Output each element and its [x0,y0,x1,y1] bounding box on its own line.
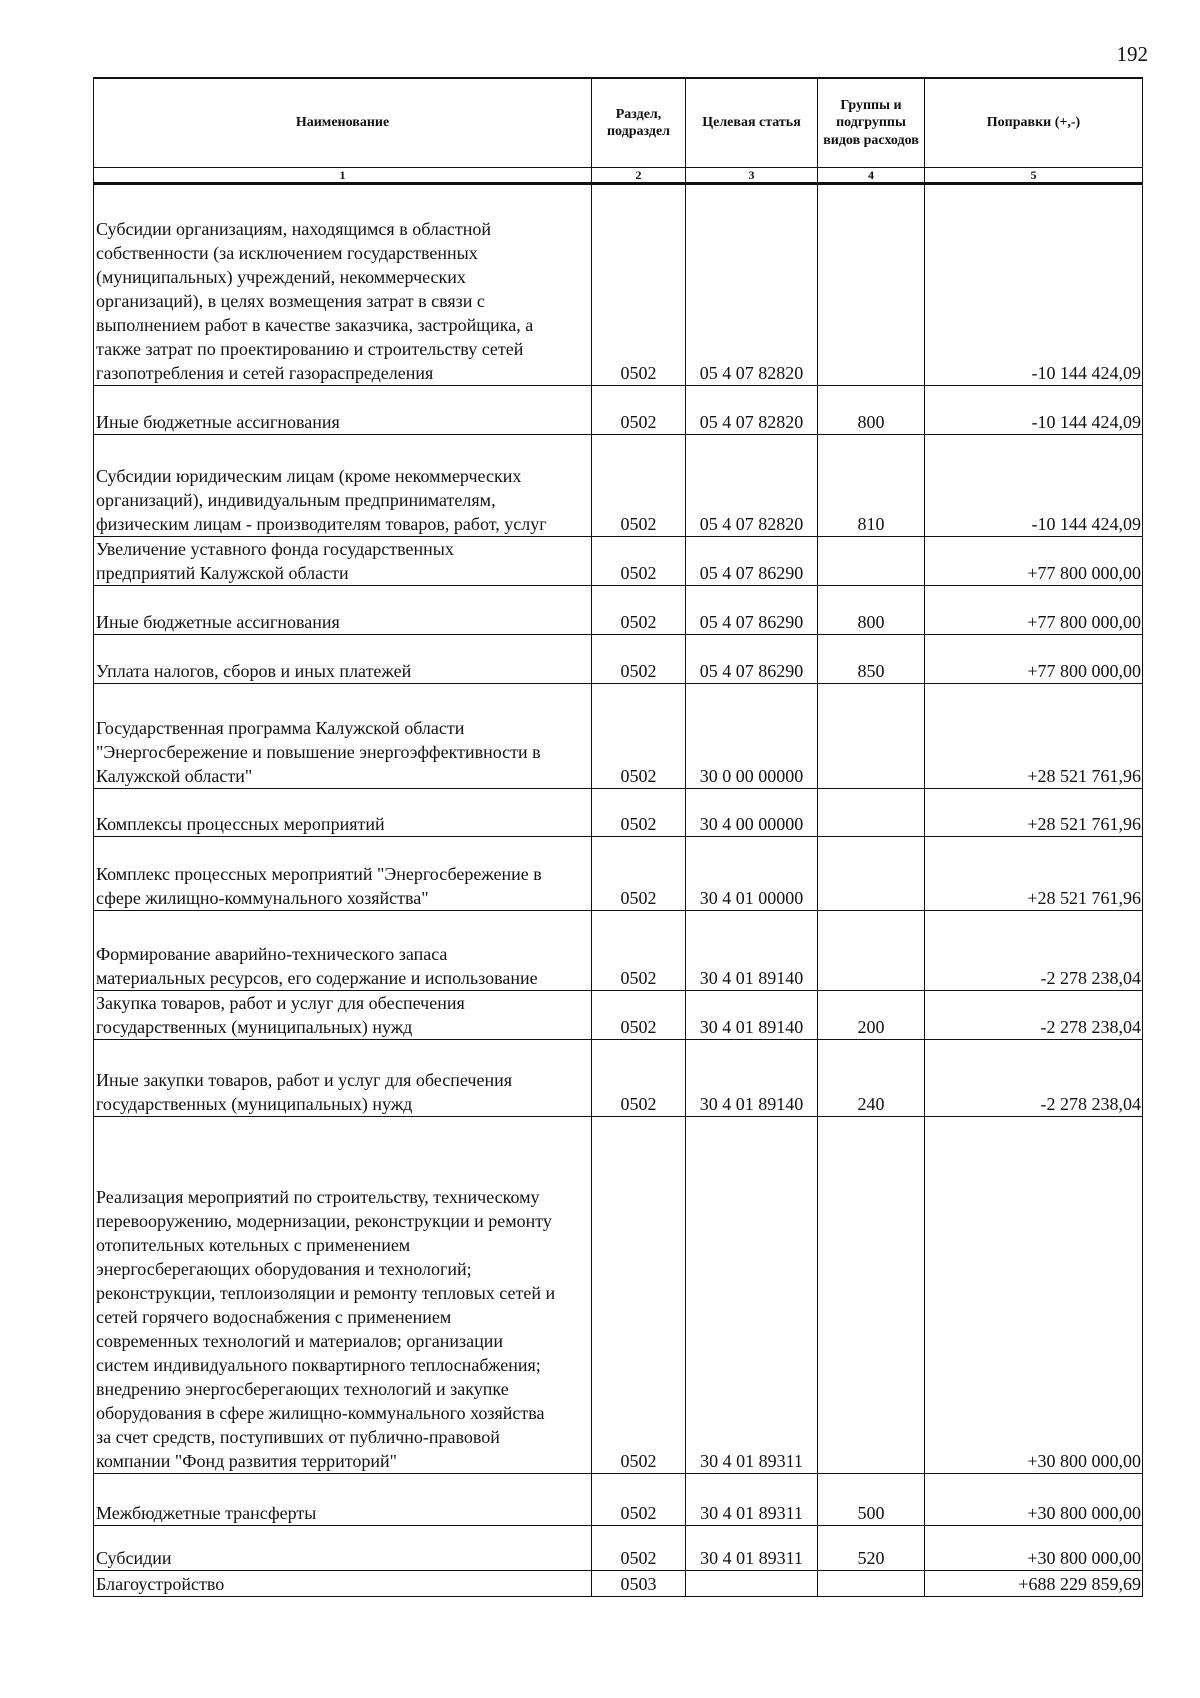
row-amendment-cell: +688 229 859,69 [925,1571,1143,1597]
column-number: 1 [94,168,592,184]
row-amendment-cell: -10 144 424,09 [925,184,1143,386]
table-row [94,1117,1143,1474]
row-expense-group-cell [818,537,925,586]
row-target-article-cell: 05 4 07 86290 [686,537,818,586]
table-row [94,435,1143,537]
row-expense-group-cell [818,684,925,789]
row-target-article-cell: 30 4 01 89140 [686,991,818,1040]
table-row [94,1526,1143,1571]
row-expense-group-cell [818,1117,925,1474]
column-number: 2 [592,168,686,184]
row-target-article-cell: 30 4 01 89311 [686,1117,818,1474]
row-amendment-cell: +28 521 761,96 [925,837,1143,911]
table-row [94,386,1143,435]
row-section-cell: 0502 [592,635,686,684]
row-expense-group-cell [818,911,925,991]
row-target-article-cell [686,1571,818,1597]
row-name-cell: Субсидии [94,1526,592,1571]
row-name-cell: Уплата налогов, сборов и иных платежей [94,635,592,684]
table-row [94,635,1143,684]
row-section-cell: 0502 [592,435,686,537]
row-target-article-cell: 05 4 07 86290 [686,586,818,635]
header-section: Раздел, подраздел [592,78,686,168]
row-name-cell: Субсидии юридическим лицам (кроме некоммерческих организаций), индивидуальным предпринимателям, физическим лицам - производителям товаров, работ, услуг [94,435,592,537]
row-amendment-cell: +28 521 761,96 [925,789,1143,837]
row-name-cell: Межбюджетные трансферты [94,1474,592,1526]
row-amendment-cell: +77 800 000,00 [925,586,1143,635]
row-name-cell: Благоустройство [94,1571,592,1597]
header-name: Наименование [94,78,592,168]
row-target-article-cell: 05 4 07 86290 [686,635,818,684]
row-name-cell: Иные бюджетные ассигнования [94,386,592,435]
row-amendment-cell: -2 278 238,04 [925,911,1143,991]
row-amendment-cell: -10 144 424,09 [925,386,1143,435]
row-expense-group-cell: 800 [818,386,925,435]
row-name-cell: Увеличение уставного фонда государственных предприятий Калужской области [94,537,592,586]
row-target-article-cell: 05 4 07 82820 [686,184,818,386]
column-number: 3 [686,168,818,184]
column-number: 5 [925,168,1143,184]
row-section-cell: 0502 [592,586,686,635]
row-amendment-cell: -10 144 424,09 [925,435,1143,537]
row-section-cell: 0502 [592,789,686,837]
budget-amendments-table [93,77,1143,1597]
row-amendment-cell: +77 800 000,00 [925,635,1143,684]
row-target-article-cell: 30 4 01 89140 [686,1040,818,1117]
row-section-cell: 0502 [592,537,686,586]
column-number: 4 [818,168,925,184]
row-amendment-cell: +30 800 000,00 [925,1117,1143,1474]
row-section-cell: 0502 [592,684,686,789]
row-expense-group-cell: 500 [818,1474,925,1526]
row-expense-group-cell [818,184,925,386]
table-row [94,991,1143,1040]
row-amendment-cell: +30 800 000,00 [925,1526,1143,1571]
row-name-cell: Закупка товаров, работ и услуг для обеспечения государственных (муниципальных) нужд [94,991,592,1040]
row-target-article-cell: 30 0 00 00000 [686,684,818,789]
row-target-article-cell: 05 4 07 82820 [686,386,818,435]
row-name-cell: Комплексы процессных мероприятий [94,789,592,837]
row-name-cell: Субсидии организациям, находящимся в областной собственности (за исключением государственных (муниципальных) учреждений, некоммерческих организаций), в целях возмещения затрат в связи с выполнением работ в качестве заказчика, застройщика, а также затрат по проектированию и строительству сетей газопотребления и сетей газораспределения [94,184,592,386]
row-name-cell: Комплекс процессных мероприятий "Энергосбережение в сфере жилищно-коммунального хозяйства" [94,837,592,911]
table-row [94,837,1143,911]
row-expense-group-cell: 240 [818,1040,925,1117]
header-amendments: Поправки (+,-) [925,78,1143,168]
row-amendment-cell: +28 521 761,96 [925,684,1143,789]
row-expense-group-cell: 810 [818,435,925,537]
table-row [94,1040,1143,1117]
row-section-cell: 0502 [592,1040,686,1117]
row-section-cell: 0502 [592,911,686,991]
row-target-article-cell: 30 4 01 89140 [686,911,818,991]
row-target-article-cell: 30 4 01 89311 [686,1474,818,1526]
table-row [94,1571,1143,1597]
row-name-cell: Иные бюджетные ассигнования [94,586,592,635]
row-name-cell: Государственная программа Калужской области "Энергосбережение и повышение энергоэффективности в Калужской области" [94,684,592,789]
header-expense-groups: Группы и подгруппы видов расходов [818,78,925,168]
row-section-cell: 0502 [592,991,686,1040]
row-target-article-cell: 30 4 01 00000 [686,837,818,911]
table-row [94,1474,1143,1526]
row-name-cell: Реализация мероприятий по строительству, техническому перевооружению, модернизации, реконструкции и ремонту отопительных котельных с применением энергосберегающих оборудования и технологий; реконструкции, теплоизоляции и ремонту тепловых сетей и сетей горячего водоснабжения с применением современных технологий и материалов; организации систем индивидуального поквартирного теплоснабжения; внедрению энергосберегающих технологий и закупке оборудования в сфере жилищно-коммунального хозяйства за счет средств, поступивших от публично-правовой компании "Фонд развития территорий" [94,1117,592,1474]
table-row [94,789,1143,837]
row-section-cell: 0502 [592,184,686,386]
row-amendment-cell: -2 278 238,04 [925,1040,1143,1117]
row-amendment-cell: +30 800 000,00 [925,1474,1143,1526]
row-target-article-cell: 30 4 01 89311 [686,1526,818,1571]
row-target-article-cell: 30 4 00 00000 [686,789,818,837]
table-row [94,184,1143,386]
page-number: 192 [1116,42,1148,66]
table-row [94,911,1143,991]
row-section-cell: 0502 [592,1474,686,1526]
row-name-cell: Иные закупки товаров, работ и услуг для обеспечения государственных (муниципальных) нужд [94,1040,592,1117]
row-expense-group-cell: 850 [818,635,925,684]
table-row [94,586,1143,635]
row-expense-group-cell: 800 [818,586,925,635]
row-amendment-cell: +77 800 000,00 [925,537,1143,586]
row-target-article-cell: 05 4 07 82820 [686,435,818,537]
table-row [94,684,1143,789]
row-section-cell: 0503 [592,1571,686,1597]
row-name-cell: Формирование аварийно-технического запаса материальных ресурсов, его содержание и использование [94,911,592,991]
row-amendment-cell: -2 278 238,04 [925,991,1143,1040]
row-section-cell: 0502 [592,386,686,435]
row-expense-group-cell [818,789,925,837]
row-expense-group-cell: 520 [818,1526,925,1571]
row-expense-group-cell: 200 [818,991,925,1040]
table-row [94,537,1143,586]
row-section-cell: 0502 [592,837,686,911]
header-target-article: Целевая статья [686,78,818,168]
row-section-cell: 0502 [592,1526,686,1571]
row-expense-group-cell [818,1571,925,1597]
table-body [94,184,1143,1597]
row-expense-group-cell [818,837,925,911]
row-section-cell: 0502 [592,1117,686,1474]
